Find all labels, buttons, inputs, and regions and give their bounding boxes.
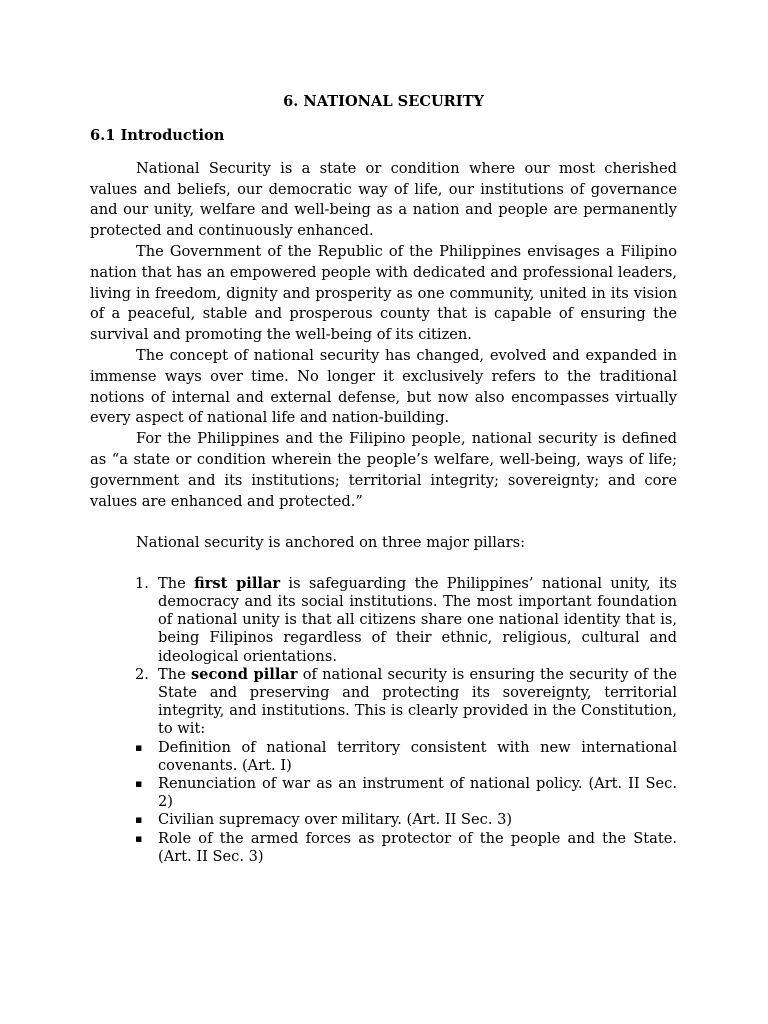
paragraph-vision: The Government of the Republic of the Philippines envisages a Filipino nation that has an empowered people with dedicated and professional leaders, living in freedom, dignity and prosperity as one community, united in its vision of a peaceful, stable and prosperous county that is capable of ensuring the survival and promoting the well-being of its citizen. (90, 242, 677, 344)
bullet-item (90, 811, 677, 829)
pillar-emphasis: first pillar (194, 574, 281, 592)
bullet-text: Role of the armed forces as protector of the people and the State. (Art. II Sec. 3) (158, 829, 677, 865)
bullet-item (90, 739, 677, 775)
document-page (90, 92, 677, 866)
bullet-square-icon: ▪ (135, 813, 143, 827)
pillar-text: is safeguarding the Philippines’ national unity, its democracy and its social institutions. The most important foundation of national unity is that all citizens share one national identity that is, being Filipinos regardless of their ethnic, religious, cultural and ideological orientations. (158, 574, 677, 665)
bullet-text: Civilian supremacy over military. (Art. II Sec. 3) (158, 811, 513, 829)
pillar-item-2 (90, 666, 677, 739)
pillar-item-1 (90, 575, 677, 666)
pillar-text: of national security is ensuring the security of the State and preserving and protecting its sovereignty, territorial integrity, and institutions. This is clearly provided in the Constitution, to wit: (158, 665, 677, 738)
pillar-number: 1. (135, 574, 149, 592)
pillars-intro: National security is anchored on three major pillars: (136, 534, 526, 552)
pillar-prefix: The (158, 665, 191, 683)
paragraph-concept: The concept of national security has changed, evolved and expanded in immense ways over time. No longer it exclusively refers to the traditional notions of internal and external defense, but now also encompasses virtually every aspect of national life and nation-building. (90, 346, 677, 427)
pillar-number: 2. (135, 665, 149, 683)
bullet-square-icon: ▪ (135, 740, 143, 754)
pillar-prefix: The (158, 574, 195, 592)
document-title: 6. NATIONAL SECURITY (283, 93, 484, 110)
pillars-list (90, 575, 677, 739)
paragraph-philippine-definition: For the Philippines and the Filipino people, national security is defined as “a state or condition wherein the people’s welfare, well-being, ways of life; government and its institutions; territorial integrity; sovereignty; and core values are enhanced and protected.” (90, 430, 677, 510)
constitution-bullets (90, 739, 677, 866)
pillar-emphasis: second pillar (190, 665, 298, 683)
bullet-text: Renunciation of war as an instrument of national policy. (Art. II Sec. 2) (158, 774, 677, 811)
section-heading: 6.1 Introduction (90, 127, 225, 144)
bullet-text: Definition of national territory consistent with new international covenants. (Art. I) (158, 738, 677, 774)
paragraph-definition: National Security is a state or condition where our most cherished values and beliefs, our democratic way of life, our institutions of governance and our unity, welfare and well-being as a nation and people are permanently protected and continuously enhanced. (90, 159, 677, 240)
bullet-square-icon: ▪ (135, 831, 143, 845)
bullet-item (90, 775, 677, 811)
bullet-square-icon: ▪ (135, 776, 143, 790)
bullet-item (90, 830, 677, 866)
